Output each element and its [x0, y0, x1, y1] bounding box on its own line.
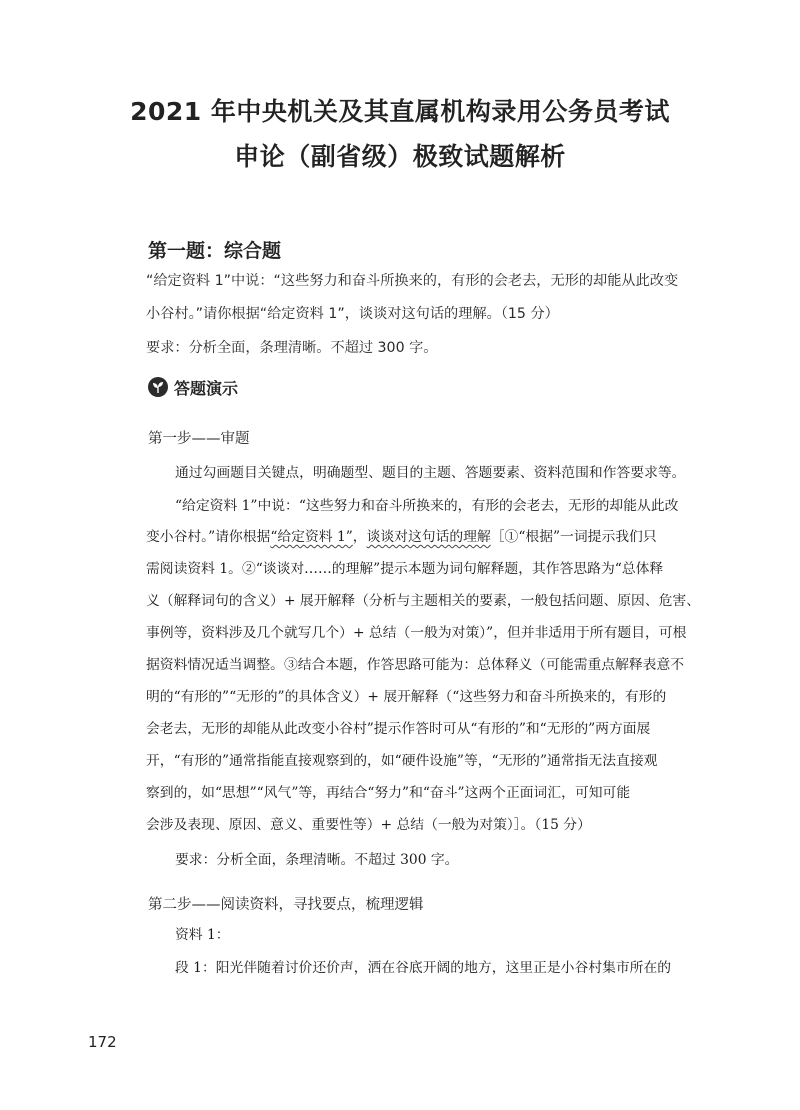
step1-para-line9: 开，“有形的”通常指能直接观察到的，如“硬件设施”等，“无形的”通常指无法直接观 — [146, 753, 658, 769]
step1-title: 第一步——审题 — [148, 431, 250, 447]
step2-para1: 段 1：阳光伴随着讨价还价声，洒在谷底开阔的地方，这里正是小谷村集市所在的 — [175, 960, 672, 976]
keyword-given-material: “给定资料 1” — [270, 529, 353, 545]
answer-demo-label: 答题演示 — [174, 378, 239, 398]
keyword-understanding: 谈谈对这句话的理解 — [366, 529, 491, 545]
page-title-line1: 2021 年中央机关及其直属机构录用公务员考试 — [130, 97, 670, 126]
step1-para-line8: 会老去，无形的却能从此改变小谷村”提示作答时可从“有形的”和“无形的”两方面展 — [146, 721, 651, 737]
step1-para-line1: “给定资料 1”中说：“这些努力和奋斗所换来的，有形的会老去，无形的却能从此改 — [175, 498, 679, 514]
step1-intro: 通过勾画题目关键点，明确题型、题目的主题、答题要素、资料范围和作答要求等。 — [175, 465, 686, 481]
step1-para-line4: 义（解释词句的含义）+ 展开解释（分析与主题相关的要素，一般包括问题、原因、危害、 — [146, 593, 701, 609]
step1-requirement: 要求：分析全面，条理清晰。不超过 300 字。 — [175, 852, 459, 868]
para-line2-post: ［①“根据”一词提示我们只 — [490, 529, 657, 545]
answer-demo-header — [148, 376, 238, 398]
step2-title: 第二步——阅读资料，寻找要点，梳理逻辑 — [148, 897, 424, 913]
step2-material-label: 资料 1： — [175, 927, 230, 943]
step1-para-line3: 需阅读资料 1。②“谈谈对……的理解”提示本题为词句解释题，其作答思路为“总体释 — [146, 561, 664, 577]
sprout-icon — [148, 377, 168, 397]
question-prompt-line2: 小谷村。”请你根据“给定资料 1”，谈谈对这句话的理解。（15 分） — [146, 306, 559, 322]
para-line2-mid: ， — [352, 529, 367, 545]
step1-para-line10: 察到的，如“思想”“风气”等，再结合“努力”和“奋斗”这两个正面词汇，可知可能 — [146, 785, 631, 801]
step1-para-line7: 明的“有形的”“无形的”的具体含义）+ 展开解释（“这些努力和奋斗所换来的，有形的 — [146, 689, 667, 705]
step1-para-line11: 会涉及表现、原因、意义、重要性等）+ 总结（一般为对策）］。（15 分） — [146, 817, 591, 833]
step1-para-line6: 据资料情况适当调整。③结合本题，作答思路可能为：总体释义（可能需重点解释表意不 — [146, 657, 685, 673]
page-title-line2: 申论（副省级）极致试题解析 — [234, 142, 566, 171]
para-line2-pre: 变小谷村。”请你根据 — [146, 529, 271, 545]
page-number: 172 — [88, 1033, 117, 1051]
question-requirement: 要求：分析全面，条理清晰。不超过 300 字。 — [146, 340, 438, 356]
step1-para-line5: 事例等，资料涉及几个就写几个）+ 总结（一般为对策）”，但并非适用于所有题目，可根 — [146, 625, 687, 641]
step1-para-line2 — [146, 525, 657, 545]
question-heading: 第一题：综合题 — [148, 240, 282, 262]
question-prompt-line1: “给定资料 1”中说：“这些努力和奋斗所换来的，有形的会老去，无形的却能从此改变 — [146, 273, 679, 289]
